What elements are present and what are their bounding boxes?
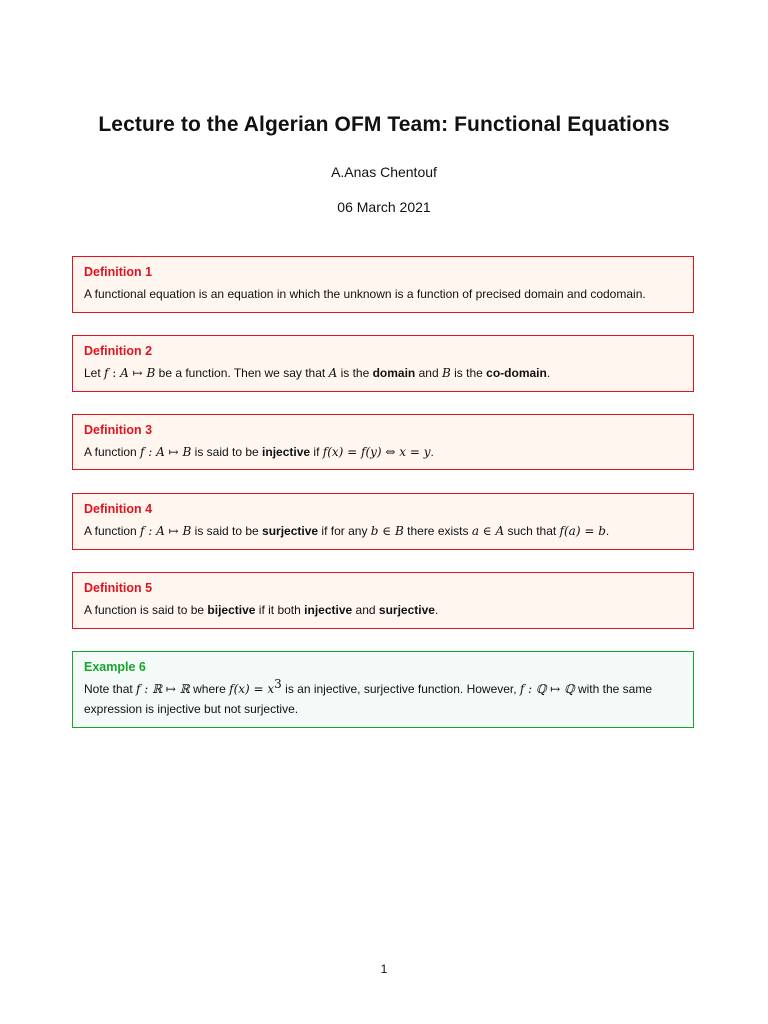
definition-2-box bbox=[72, 335, 694, 392]
text-fragment: if bbox=[310, 445, 323, 459]
definition-1-title: Definition 1 bbox=[84, 265, 153, 279]
definition-5-title: Definition 5 bbox=[84, 581, 153, 595]
text-fragment: Let bbox=[84, 366, 105, 380]
text-fragment: if for any bbox=[318, 524, 371, 538]
math-function-signature: f : A ↦ B bbox=[140, 445, 192, 459]
math-a-in-A: a ∈ A bbox=[471, 524, 505, 538]
math-f: f bbox=[104, 366, 109, 380]
definition-2-text bbox=[84, 363, 682, 383]
text-fragment: with the same expression is injective but not surjective. bbox=[84, 682, 652, 716]
math-B: B bbox=[146, 366, 156, 380]
text-fragment: and bbox=[415, 366, 442, 380]
definition-1-box bbox=[72, 256, 694, 313]
text-fragment: such that bbox=[504, 524, 560, 538]
text-fragment: A function bbox=[84, 524, 141, 538]
math-real-function: f : ℝ ↦ ℝ bbox=[136, 682, 190, 696]
math-injective-condition: f(x) = f(y) ⇔ x = y bbox=[322, 445, 431, 459]
bold-term-injective: injective bbox=[304, 603, 353, 617]
document-author: A.Anas Chentouf bbox=[331, 164, 437, 180]
text-fragment: . bbox=[546, 366, 551, 380]
math-exponent: 3 bbox=[274, 677, 282, 691]
definition-3-text bbox=[84, 442, 682, 462]
definition-3-box bbox=[72, 414, 694, 470]
bold-term-surjective: surjective bbox=[378, 603, 435, 617]
definition-5-text bbox=[84, 600, 682, 620]
text-fragment: and bbox=[352, 603, 379, 617]
text-fragment: . bbox=[430, 445, 434, 459]
math-maps: ↦ bbox=[128, 366, 147, 380]
text-fragment: is said to be bbox=[191, 445, 263, 459]
definition-4-text bbox=[84, 521, 682, 541]
math-A: A bbox=[120, 366, 129, 380]
math-b-in-B: b ∈ B bbox=[370, 524, 404, 538]
definition-1-text: A functional equation is an equation in which the unknown is a function of precised domain and codomain. bbox=[84, 287, 646, 301]
text-fragment: there exists bbox=[403, 524, 472, 538]
text-fragment: A function is said to be bbox=[84, 603, 208, 617]
text-fragment: is an injective, surjective function. However, bbox=[281, 682, 520, 696]
math-B: B bbox=[441, 366, 451, 380]
math-A: A bbox=[328, 366, 338, 380]
math-rational-function: f : ℚ ↦ ℚ bbox=[519, 682, 575, 696]
text-fragment: is said to be bbox=[191, 524, 263, 538]
page-number: 1 bbox=[380, 962, 388, 976]
bold-term-domain: domain bbox=[372, 366, 416, 380]
bold-term-co-domain: co-domain bbox=[486, 366, 547, 380]
math-function-signature: f : A ↦ B bbox=[140, 524, 192, 538]
document-date: 06 March 2021 bbox=[337, 199, 431, 215]
document-title: Lecture to the Algerian OFM Team: Functional Equations bbox=[98, 113, 670, 136]
bold-term-surjective: surjective bbox=[262, 524, 319, 538]
text-fragment: if it both bbox=[255, 603, 305, 617]
example-6-text bbox=[84, 679, 682, 719]
math-surjective-condition: f(a) = b bbox=[559, 524, 606, 538]
definition-3-title: Definition 3 bbox=[84, 423, 153, 437]
definition-5-box bbox=[72, 572, 694, 629]
bold-term-bijective: bijective bbox=[207, 603, 256, 617]
bold-term-injective: injective bbox=[262, 445, 311, 459]
text-fragment: where bbox=[189, 682, 230, 696]
text-fragment: be a function. Then we say that bbox=[155, 366, 329, 380]
example-6-title: Example 6 bbox=[84, 660, 146, 674]
definition-2-title: Definition 2 bbox=[84, 344, 153, 358]
text-fragment: is the bbox=[337, 366, 373, 380]
text-fragment: Note that bbox=[84, 682, 137, 696]
definition-4-title: Definition 4 bbox=[84, 502, 153, 516]
math-colon: : bbox=[108, 366, 121, 380]
example-6-box bbox=[72, 651, 694, 728]
text-fragment: is the bbox=[450, 366, 487, 380]
text-fragment: . bbox=[434, 603, 439, 617]
text-fragment: A function bbox=[84, 445, 141, 459]
definition-4-box bbox=[72, 493, 694, 550]
math-cube-definition: f(x) = x bbox=[229, 682, 275, 696]
text-fragment: . bbox=[605, 524, 610, 538]
